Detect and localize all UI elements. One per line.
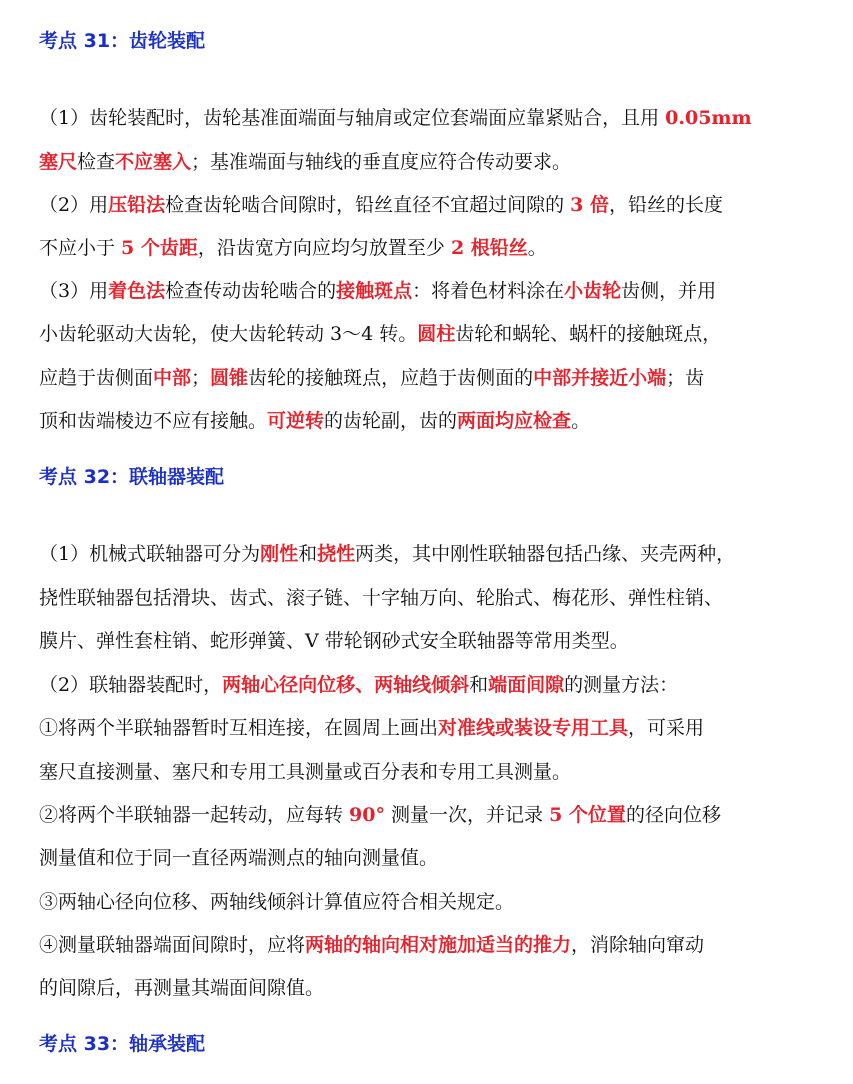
body-text: ，可采用	[628, 717, 705, 739]
highlighted-term: 挠性	[317, 543, 356, 565]
body-text: 检查	[77, 151, 116, 173]
body-text: 挠性联轴器包括滑块、齿式、滚子链、十字轴万向、轮胎式、梅花形、弹性柱销、	[39, 587, 724, 609]
highlighted-term: 可逆转	[267, 410, 325, 432]
body-text: 齿轮的接触斑点，应趋于齿侧面的	[248, 367, 534, 389]
body-text: 齿轮和蜗轮、蜗杆的接触斑点，	[455, 323, 722, 345]
body-text: 测量一次，并记录	[385, 804, 550, 826]
paragraph-line	[39, 541, 824, 567]
body-text: 。	[527, 237, 547, 259]
body-text: （2）用	[39, 194, 109, 216]
highlighted-term: 压铅法	[108, 194, 166, 216]
body-text: （2）联轴器装配时，	[39, 674, 223, 696]
body-text: 检查齿轮啮合间隙时，铅丝直径不宜超过间隙的	[165, 194, 571, 216]
section-heading-33: 考点 33：轴承装配	[39, 1033, 206, 1055]
section-heading-32: 考点 32：联轴器装配	[39, 466, 225, 488]
highlighted-term: 塞尺	[39, 151, 78, 173]
highlighted-term: 端面间隙	[488, 674, 565, 696]
highlighted-term: 圆锥	[210, 367, 249, 389]
section-heading-31: 考点 31：齿轮装配	[39, 30, 206, 52]
body-text: ；齿	[666, 367, 705, 389]
body-text: 膜片、弹性套柱销、蛇形弹簧、V 带轮钢砂式安全联轴器等常用类型。	[39, 630, 629, 652]
paragraph-line	[39, 365, 824, 391]
paragraph-line	[39, 845, 824, 871]
highlighted-term: 中部并接近小端	[533, 367, 667, 389]
highlighted-term: 2 根铅丝	[450, 237, 528, 259]
highlighted-term: 着色法	[108, 280, 166, 302]
paragraph-line	[39, 105, 824, 131]
body-text: 应趋于齿侧面	[39, 367, 154, 389]
highlighted-term: 两面均应检查	[457, 410, 572, 432]
body-text: 测量值和位于同一直径两端测点的轴向测量值。	[39, 847, 439, 869]
highlighted-term: 接触斑点	[336, 280, 413, 302]
body-text: 。	[571, 410, 591, 432]
highlighted-term: 两轴的轴向相对施加适当的推力	[305, 934, 572, 956]
body-text: （1）齿轮装配时，齿轮基准面端面与轴肩或定位套端面应靠紧贴合，且用	[39, 107, 666, 129]
body-text: ：将着色材料涂在	[412, 280, 565, 302]
paragraph-line	[39, 278, 824, 304]
body-text: ；	[191, 367, 211, 389]
paragraph-line	[39, 321, 824, 347]
highlighted-term: 3 倍	[570, 194, 609, 216]
body-text: （3）用	[39, 280, 109, 302]
body-text: 和	[469, 674, 489, 696]
body-text: 检查传动齿轮啮合的	[165, 280, 337, 302]
paragraph-line	[39, 715, 824, 741]
paragraph-line	[39, 889, 824, 915]
body-text: ；基准端面与轴线的垂直度应符合传动要求。	[191, 151, 572, 173]
body-text: 的测量方法：	[564, 674, 679, 696]
highlighted-term: 圆柱	[417, 323, 456, 345]
highlighted-term: 5 个齿距	[121, 237, 198, 259]
paragraph-line	[39, 408, 824, 434]
highlighted-term: 0.05mm	[665, 107, 752, 129]
highlighted-term: 5 个位置	[549, 804, 626, 826]
paragraph-line	[39, 149, 824, 175]
highlighted-term: 小齿轮	[564, 280, 622, 302]
body-text: 齿侧，并用	[621, 280, 717, 302]
paragraph-line	[39, 235, 824, 261]
paragraph-line	[39, 802, 824, 828]
body-text: 不应小于	[39, 237, 122, 259]
highlighted-term: 90°	[349, 804, 385, 826]
body-text: 塞尺直接测量、塞尺和专用工具测量或百分表和专用工具测量。	[39, 761, 572, 783]
paragraph-line	[39, 759, 824, 785]
paragraph-line	[39, 192, 824, 218]
body-text: 的间隙后，再测量其端面间隙值。	[39, 977, 325, 999]
body-text: ，消除轴向窜动	[571, 934, 705, 956]
body-text: ②将两个半联轴器一起转动，应每转	[39, 804, 350, 826]
highlighted-term: 中部	[153, 367, 192, 389]
body-text: ③两轴心径向位移、两轴线倾斜计算值应符合相关规定。	[39, 891, 515, 913]
body-text: ，铅丝的长度	[609, 194, 724, 216]
body-text: 小齿轮驱动大齿轮，使大齿轮转动 3～4 转。	[39, 323, 418, 345]
body-text: ，沿齿宽方向应均匀放置至少	[197, 237, 451, 259]
body-text: 两类，其中刚性联轴器包括凸缘、夹壳两种，	[355, 543, 736, 565]
paragraph-line	[39, 628, 824, 654]
paragraph-line	[39, 672, 824, 698]
body-text: （1）机械式联轴器可分为	[39, 543, 261, 565]
body-text: 的径向位移	[625, 804, 721, 826]
body-text: 顶和齿端棱边不应有接触。	[39, 410, 268, 432]
body-text: 和	[298, 543, 318, 565]
paragraph-line	[39, 585, 824, 611]
highlighted-term: 对准线或装设专用工具	[438, 717, 629, 739]
highlighted-term: 不应塞入	[115, 151, 192, 173]
body-text: 的齿轮副，齿的	[324, 410, 458, 432]
body-text: ①将两个半联轴器暂时互相连接，在圆周上画出	[39, 717, 439, 739]
paragraph-line	[39, 932, 824, 958]
paragraph-line	[39, 975, 824, 1001]
highlighted-term: 刚性	[260, 543, 299, 565]
body-text: ④测量联轴器端面间隙时，应将	[39, 934, 306, 956]
highlighted-term: 两轴心径向位移、两轴线倾斜	[222, 674, 470, 696]
